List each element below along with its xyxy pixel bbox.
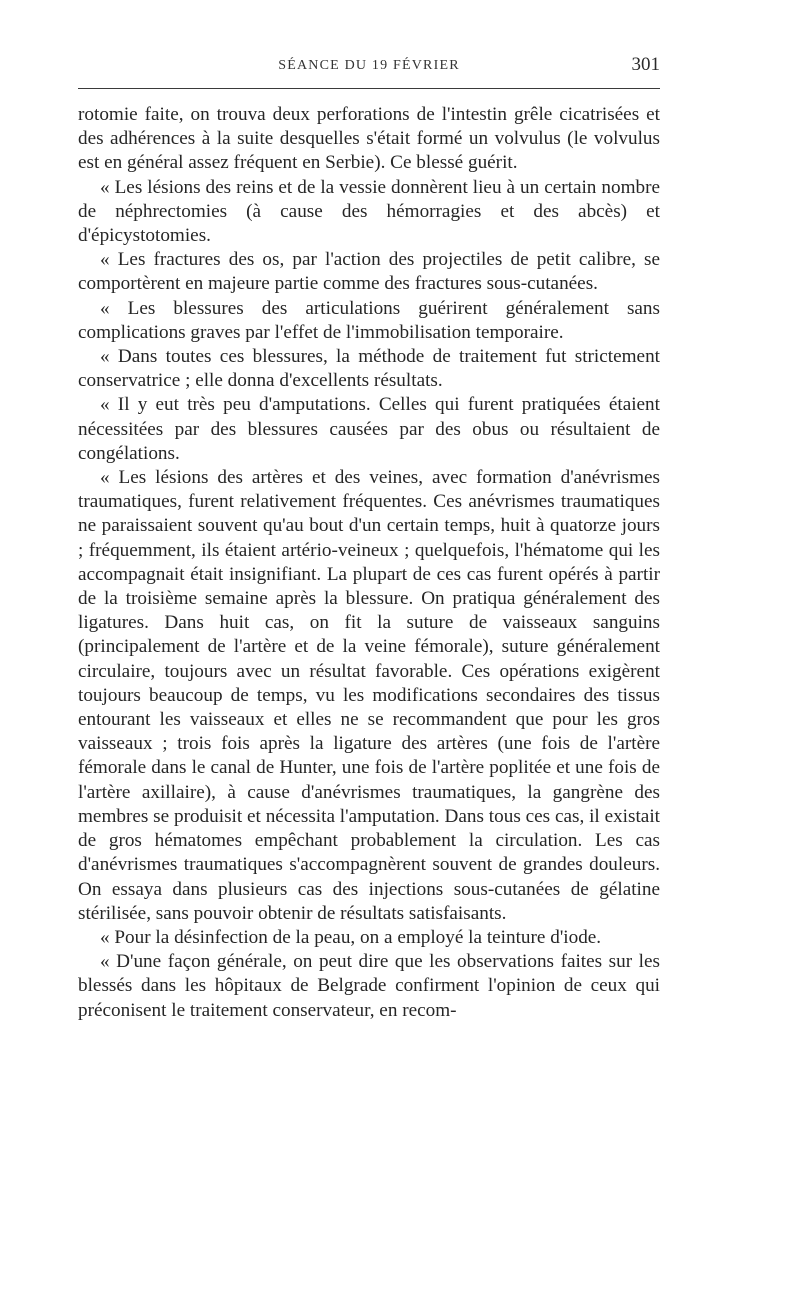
page-header bbox=[78, 52, 660, 88]
paragraph-6: « Il y eut très peu d'amputations. Celles qui furent pratiquées étaient nécessitées par des blessures causées par des obus ou résultaient de congélations. bbox=[78, 394, 660, 464]
paragraph-3: « Les fractures des os, par l'action des projectiles de petit calibre, se comportèrent en majeure partie comme des fractures sous-cutanées. bbox=[78, 249, 660, 295]
paragraph-9: « D'une façon générale, on peut dire que les observations faites sur les blessés dans les hôpitaux de Belgrade confirment l'opinion de ceux qui préconisent le traitement conservateur, en recom- bbox=[78, 951, 660, 1021]
paragraph-5: « Dans toutes ces blessures, la méthode de traitement fut strictement conservatrice ; elle donna d'excellents résultats. bbox=[78, 346, 660, 392]
paragraph-8: « Pour la désinfection de la peau, on a employé la teinture d'iode. bbox=[100, 926, 602, 948]
running-head: SÉANCE DU 19 FÉVRIER bbox=[278, 58, 460, 73]
paragraph-4: « Les blessures des articulations guérirent généralement sans complications graves par l'effet de l'immobilisation temporaire. bbox=[78, 297, 660, 343]
header-rule bbox=[78, 88, 660, 89]
book-page bbox=[78, 52, 660, 1023]
body-text bbox=[78, 103, 660, 1023]
paragraph-7: « Les lésions des artères et des veines, avec formation d'anévrismes traumatiques, furent relativement fréquentes. Ces anévrismes traumatiques ne paraissaient souvent qu'au bout d'un certain temps, huit à quatorze jours ; fréquemment, ils étaient artério-veineux ; quelquefois, l'hématome qui les accompagnait était insignifiant. La plupart de ces cas furent opérés à partir de la troisième semaine après la blessure. On pratiqua généralement des ligatures. Dans huit cas, on fit la suture de vaisseaux sanguins (principalement de l'artère et de la veine fémorale), suture généralement circulaire, toujours avec un résultat favorable. Ces opérations exigèrent toujours beaucoup de temps, vu les modifications secondaires des tissus entourant les vaisseaux et elles ne se recommandent que pour les gros vaisseaux ; trois fois après la ligature des artères (une fois de l'artère fémorale dans le canal de Hunter, une fois de l'artère poplitée et une fois de l'artère axillaire), à cause d'anévrismes traumatiques, la gangrène des membres se produisit et nécessita l'amputation. Dans tous ces cas, il existait de gros hématomes empêchant probablement la circulation. Les cas d'anévrismes traumatiques s'accompagnèrent souvent de grandes douleurs. On essaya dans plusieurs cas des injections sous-cutanées de gélatine stérilisée, sans pouvoir obtenir de résultats satisfaisants. bbox=[78, 467, 660, 924]
paragraph-2: « Les lésions des reins et de la vessie donnèrent lieu à un certain nombre de néphrectomies (à cause des hémorragies et des abcès) et d'épicystotomies. bbox=[78, 176, 660, 247]
page-number: 301 bbox=[631, 54, 660, 75]
paragraph-1: rotomie faite, on trouva deux perforations de l'intestin grêle cicatrisées et des adhérences à la suite desquelles s'était formé un volvulus (le volvulus est en général assez fréquent en Serbie). Ce blessé guérit. bbox=[78, 104, 660, 174]
